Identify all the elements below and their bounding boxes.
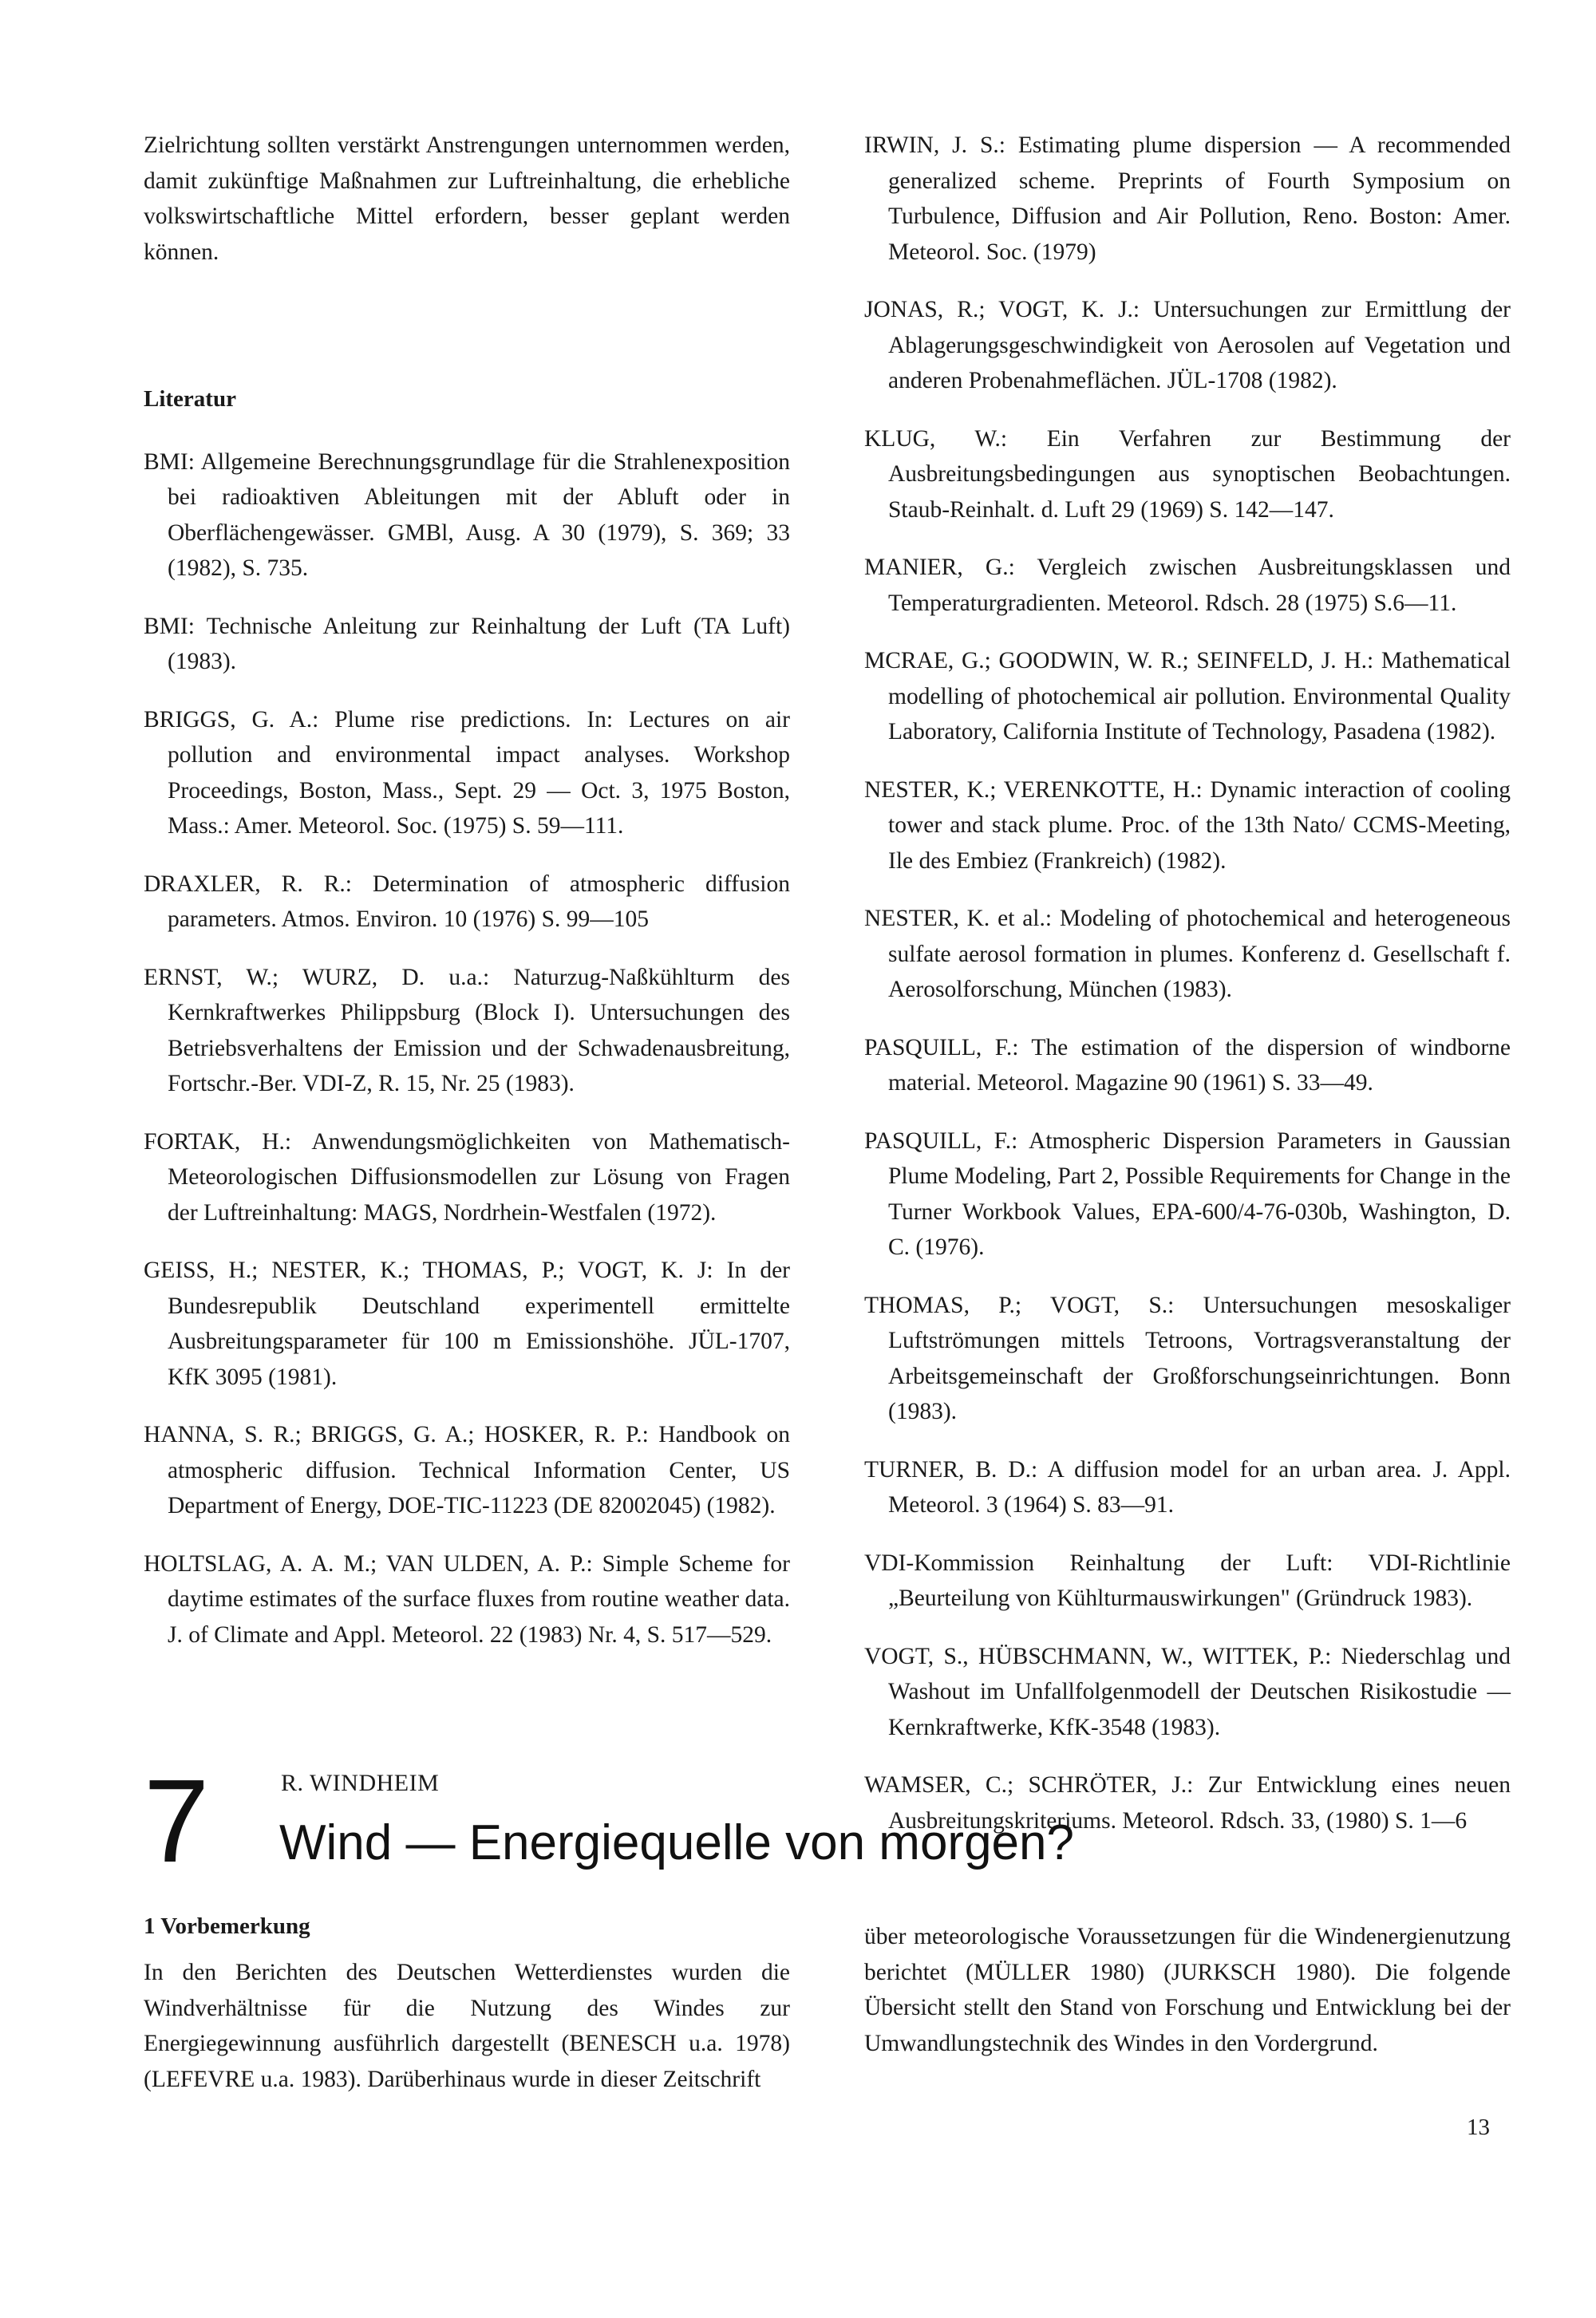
reference-entry: BRIGGS, G. A.: Plume rise predictions. In: Lectures on air pollution and environmental impact analyses. Workshop Proceedings, Boston, Mass., Sept. 29 — Oct. 3, 1975 Boston, Mass.: Amer. Meteorol. Soc. (1975) S. 59—111. (144, 706, 790, 839)
section-left-column (144, 1955, 790, 2097)
reference-entry: MCRAE, G.; GOODWIN, W. R.; SEINFELD, J. H.: Mathematical modelling of photochemical air pollution. Environmental Quality Laboratory, California Institute of Technology, Pasadena (1982). (864, 648, 1511, 744)
reference-entry: JONAS, R.; VOGT, K. J.: Untersuchungen zur Ermittlung der Ablagerungsgeschwindigkeit von Aerosolen auf Vegetation und anderen Probenahmeflächen. JÜL-1708 (1982). (864, 297, 1511, 393)
reference-entry: BMI: Technische Anleitung zur Reinhaltung der Luft (TA Luft) (1983). (144, 613, 790, 674)
reference-entry: IRWIN, J. S.: Estimating plume dispersion — A recommended generalized scheme. Preprints of Fourth Symposium on Turbulence, Diffusion and Air Pollution, Reno. Boston: Amer. Meteorol. Soc. (1979) (864, 132, 1511, 265)
reference-list-right (864, 128, 1511, 1838)
chapter-title: Wind — Energiequelle von morgen? (279, 1815, 1074, 1870)
reference-list-left (144, 444, 790, 1653)
section-right-column (864, 1919, 1511, 2061)
section-right-text: über meteorologische Voraussetzungen für die Windenergienutzung berichtet (MÜLLER 1980) (JURKSCH 1980). Die folgende Übersicht stellt den Stand von Forschung und Entwicklung bei der Umwandlungstechnik des Windes in den Vordergrund. (864, 1924, 1511, 2056)
chapter-author: R. WINDHEIM (281, 1770, 440, 1796)
reference-entry: PASQUILL, F.: Atmospheric Dispersion Parameters in Gaussian Plume Modeling, Part 2, Possible Requirements for Change in the Turner Workbook Values, EPA-600/4-76-030b, Washington, D. C. (1976). (864, 1127, 1511, 1260)
reference-entry: WAMSER, C.; SCHRÖTER, J.: Zur Entwicklung eines neuen Ausbreitungskriteriums. Meteorol. Rdsch. 33, (1980) S. 1—6 (864, 1772, 1511, 1834)
reference-entry: DRAXLER, R. R.: Determination of atmospheric diffusion parameters. Atmos. Environ. 10 (1976) S. 99—105 (144, 871, 790, 932)
section-heading: 1 Vorbemerkung (144, 1913, 310, 1939)
left-column-references (144, 381, 790, 1675)
reference-entry: VDI-Kommission Reinhaltung der Luft: VDI-Richtlinie „Beurteilung von Kühlturmauswirkungen" (Gründruck 1983). (864, 1550, 1511, 1611)
reference-entry: PASQUILL, F.: The estimation of the dispersion of windborne material. Meteorol. Magazine 90 (1961) S. 33—49. (864, 1034, 1511, 1096)
reference-entry: THOMAS, P.; VOGT, S.: Untersuchungen mesoskaliger Luftströmungen mittels Tetroons, Vortragsveranstaltung der Arbeitsgemeinschaft der Großforschungseinrichtungen. Bonn (1983). (864, 1292, 1511, 1424)
intro-paragraph: Zielrichtung sollten verstärkt Anstrengungen unternommen werden, damit zukünftige Maßnahmen zur Luftreinhaltung, die erhebliche volkswirtschaftliche Mittel erfordern, besser geplant werden können. (144, 132, 790, 265)
reference-entry: VOGT, S., HÜBSCHMANN, W., WITTEK, P.: Niederschlag und Washout im Unfallfolgenmodell der Deutschen Risikostudie — Kernkraftwerke, KfK-3548 (1983). (864, 1643, 1511, 1740)
right-column-references (864, 128, 1511, 1861)
page-number: 13 (1467, 2115, 1490, 2140)
reference-entry: NESTER, K. et al.: Modeling of photochemical and heterogeneous sulfate aerosol formation in plumes. Konferenz d. Gesellschaft f. Aerosolforschung, München (1983). (864, 906, 1511, 1002)
reference-entry: MANIER, G.: Vergleich zwischen Ausbreitungsklassen und Temperaturgradienten. Meteorol. Rdsch. 28 (1975) S.6—11. (864, 555, 1511, 616)
reference-entry: TURNER, B. D.: A diffusion model for an urban area. J. Appl. Meteorol. 3 (1964) S. 83—91. (864, 1456, 1511, 1518)
reference-entry: HANNA, S. R.; BRIGGS, G. A.; HOSKER, R. P.: Handbook on atmospheric diffusion. Technical Information Center, US Department of Energy, DOE-TIC-11223 (DE 82002045) (1982). (144, 1422, 790, 1518)
chapter-number: 7 (144, 1755, 210, 1887)
reference-entry: GEISS, H.; NESTER, K.; THOMAS, P.; VOGT, K. J: In der Bundesrepublik Deutschland experimentell ermittelte Ausbreitungsparameter für 100 m Emissionshöhe. JÜL-1707, KfK 3095 (1981). (144, 1258, 790, 1390)
section-left-text: In den Berichten des Deutschen Wetterdienstes wurden die Windverhältnisse für die Nutzung des Windes zur Energiegewinnung ausführlich dargestellt (BENESCH u.a. 1978) (LEFEVRE u.a. 1983). Darüberhinaus wurde in dieser Zeitschrift (144, 1960, 790, 2092)
reference-entry: HOLTSLAG, A. A. M.; VAN ULDEN, A. P.: Simple Scheme for daytime estimates of the surface fluxes from routine weather data. J. of Climate and Appl. Meteorol. 22 (1983) Nr. 4, S. 517—529. (144, 1550, 790, 1648)
literature-heading: Literatur (144, 386, 236, 412)
reference-entry: FORTAK, H.: Anwendungsmöglichkeiten von Mathematisch-Meteorologischen Diffusionsmodellen zur Lösung von Fragen der Luftreinhaltung: MAGS, Nordrhein-Westfalen (1972). (144, 1128, 790, 1226)
reference-entry: NESTER, K.; VERENKOTTE, H.: Dynamic interaction of cooling tower and stack plume. Proc. of the 13th Nato/ CCMS-Meeting, Ile des Embiez (Frankreich) (1982). (864, 776, 1511, 874)
reference-entry: ERNST, W.; WURZ, D. u.a.: Naturzug-Naßkühlturm des Kernkraftwerkes Philippsburg (Block I). Untersuchungen des Betriebsverhaltens der Emission und der Schwadenausbreitung, Fortschr.-Ber. VDI-Z, R. 15, Nr. 25 (1983). (144, 964, 790, 1096)
left-column-top (144, 128, 790, 270)
reference-entry: KLUG, W.: Ein Verfahren zur Bestimmung der Ausbreitungsbedingungen aus synoptischen Beobachtungen. Staub-Reinhalt. d. Luft 29 (1969) S. 142—147. (864, 425, 1511, 523)
reference-entry: BMI: Allgemeine Berechnungsgrundlage für die Strahlenexposition bei radioaktiven Ableitungen mit der Abluft oder in Oberflächengewässer. GMBl, Ausg. A 30 (1979), S. 369; 33 (1982), S. 735. (144, 448, 790, 581)
